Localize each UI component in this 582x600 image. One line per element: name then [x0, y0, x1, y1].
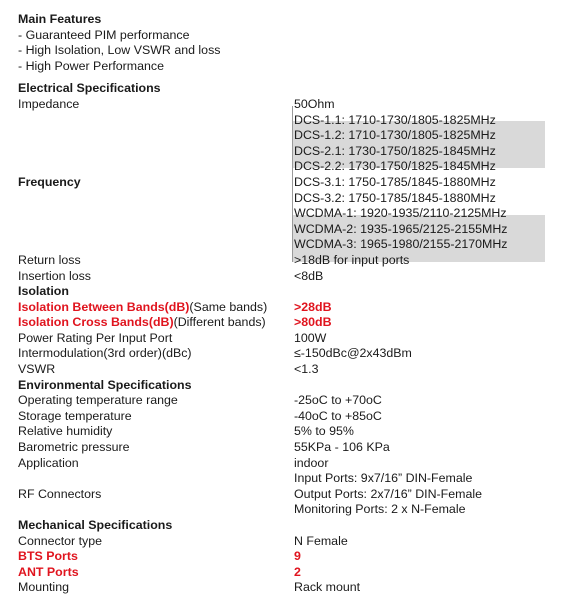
insertion-loss-row	[18, 269, 578, 285]
frequency-band: DCS-1.1: 1710-1730/1805-1825MHz	[294, 112, 496, 127]
humidity-row	[18, 424, 578, 440]
return-loss-label: Return loss	[18, 252, 81, 267]
rf-connector-value: Input Ports: 9x7/16” DIN-Female	[294, 471, 473, 486]
isolation-cross-label: Isolation Cross Bands(dB)	[18, 315, 174, 330]
ant-ports-value: 2	[294, 564, 301, 579]
mounting-value: Rack mount	[294, 580, 361, 595]
connector-type-label: Connector type	[18, 533, 103, 548]
feature-item	[18, 28, 578, 44]
humidity-label: Relative humidity	[18, 424, 113, 439]
return-loss-value: >18dB for input ports	[294, 252, 410, 267]
rf-connector-row	[18, 471, 578, 487]
environmental-heading-row	[18, 378, 578, 394]
electrical-heading: Electrical Specifications	[18, 81, 161, 96]
frequency-label: Frequency	[18, 174, 81, 189]
frequency-band: WCDMA-2: 1935-1965/2125-2155MHz	[294, 221, 508, 236]
main-features-heading: Main Features	[18, 12, 102, 26]
frequency-band-row	[18, 175, 578, 191]
ant-ports-row	[18, 565, 578, 581]
environmental-heading: Environmental Specifications	[18, 377, 192, 392]
impedance-label: Impedance	[18, 96, 80, 111]
application-row	[18, 456, 578, 472]
feature-text: - High Power Performance	[18, 58, 164, 73]
isolation-cross-value: >80dB	[294, 315, 332, 330]
frequency-band-row	[18, 222, 578, 238]
application-value: indoor	[294, 455, 329, 470]
insertion-loss-label: Insertion loss	[18, 268, 92, 283]
operating-temp-value: -25oC to +70oC	[294, 393, 382, 408]
power-rating-label: Power Rating Per Input Port	[18, 330, 173, 345]
isolation-heading-row	[18, 284, 578, 300]
frequency-band-row	[18, 237, 578, 253]
mounting-row	[18, 580, 578, 596]
connector-type-row	[18, 534, 578, 550]
mechanical-heading: Mechanical Specifications	[18, 518, 173, 532]
rf-connector-row	[18, 487, 578, 503]
feature-item	[18, 59, 578, 75]
mechanical-heading-row	[18, 518, 578, 534]
frequency-band-row	[18, 159, 578, 175]
isolation-between-row	[18, 300, 578, 316]
bts-ports-label: BTS Ports	[18, 549, 78, 564]
rf-connectors-label: RF Connectors	[18, 486, 102, 501]
rf-connector-row	[18, 502, 578, 518]
storage-temp-row	[18, 409, 578, 425]
frequency-band: DCS-2.2: 1730-1750/1825-1845MHz	[294, 159, 496, 174]
vswr-value: <1.3	[294, 362, 319, 377]
isolation-between-note: (Same bands)	[189, 299, 268, 314]
frequency-band-row	[18, 144, 578, 160]
insertion-loss-value: <8dB	[294, 268, 324, 283]
power-rating-value: 100W	[294, 330, 327, 345]
intermodulation-value: ≤-150dBc@2x43dBm	[294, 346, 412, 361]
isolation-cross-label-group	[18, 315, 266, 331]
frequency-band: DCS-3.2: 1750-1785/1845-1880MHz	[294, 190, 496, 205]
frequency-band: DCS-3.1: 1750-1785/1845-1880MHz	[294, 174, 496, 189]
pressure-row	[18, 440, 578, 456]
frequency-band: DCS-1.2: 1710-1730/1805-1825MHz	[294, 128, 496, 143]
frequency-band-row	[18, 206, 578, 222]
bts-ports-row	[18, 549, 578, 565]
electrical-heading-row	[18, 81, 578, 97]
isolation-between-label-group	[18, 300, 267, 316]
feature-text: - High Isolation, Low VSWR and loss	[18, 43, 221, 58]
rf-connector-value: Monitoring Ports: 2 x N-Female	[294, 502, 466, 517]
isolation-heading: Isolation	[18, 284, 69, 299]
pressure-label: Barometric pressure	[18, 440, 130, 455]
frequency-band: WCDMA-1: 1920-1935/2110-2125MHz	[294, 206, 507, 221]
frequency-band-row	[18, 113, 578, 129]
return-loss-row	[18, 253, 578, 269]
storage-temp-label: Storage temperature	[18, 408, 132, 423]
isolation-between-label: Isolation Between Bands(dB)	[18, 299, 190, 314]
power-rating-row	[18, 331, 578, 347]
frequency-band: WCDMA-3: 1965-1980/2155-2170MHz	[294, 237, 508, 252]
bts-ports-value: 9	[294, 549, 301, 564]
impedance-value: 50Ohm	[294, 96, 335, 111]
vswr-label: VSWR	[18, 362, 56, 377]
rf-connector-value: Output Ports: 2x7/16” DIN-Female	[294, 486, 482, 501]
pressure-value: 55KPa - 106 KPa	[294, 440, 390, 455]
frequency-band-row	[18, 191, 578, 207]
application-label: Application	[18, 455, 79, 470]
frequency-band-row	[18, 128, 578, 144]
main-features-heading-row	[18, 12, 578, 28]
ant-ports-label: ANT Ports	[18, 564, 79, 579]
mounting-label: Mounting	[18, 580, 69, 595]
spec-sheet	[18, 12, 578, 596]
isolation-cross-row	[18, 315, 578, 331]
impedance-row	[18, 97, 578, 113]
feature-item	[18, 43, 578, 59]
storage-temp-value: -40oC to +85oC	[294, 408, 382, 423]
connector-type-value: N Female	[294, 533, 348, 548]
intermodulation-label: Intermodulation(3rd order)(dBc)	[18, 346, 192, 361]
feature-text: - Guaranteed PIM performance	[18, 27, 190, 42]
operating-temp-row	[18, 393, 578, 409]
operating-temp-label: Operating temperature range	[18, 393, 178, 408]
frequency-band: DCS-2.1: 1730-1750/1825-1845MHz	[294, 143, 496, 158]
isolation-between-value: >28dB	[294, 299, 332, 314]
vswr-row	[18, 362, 578, 378]
humidity-value: 5% to 95%	[294, 424, 354, 439]
intermodulation-row	[18, 346, 578, 362]
isolation-cross-note: (Different bands)	[173, 315, 266, 330]
